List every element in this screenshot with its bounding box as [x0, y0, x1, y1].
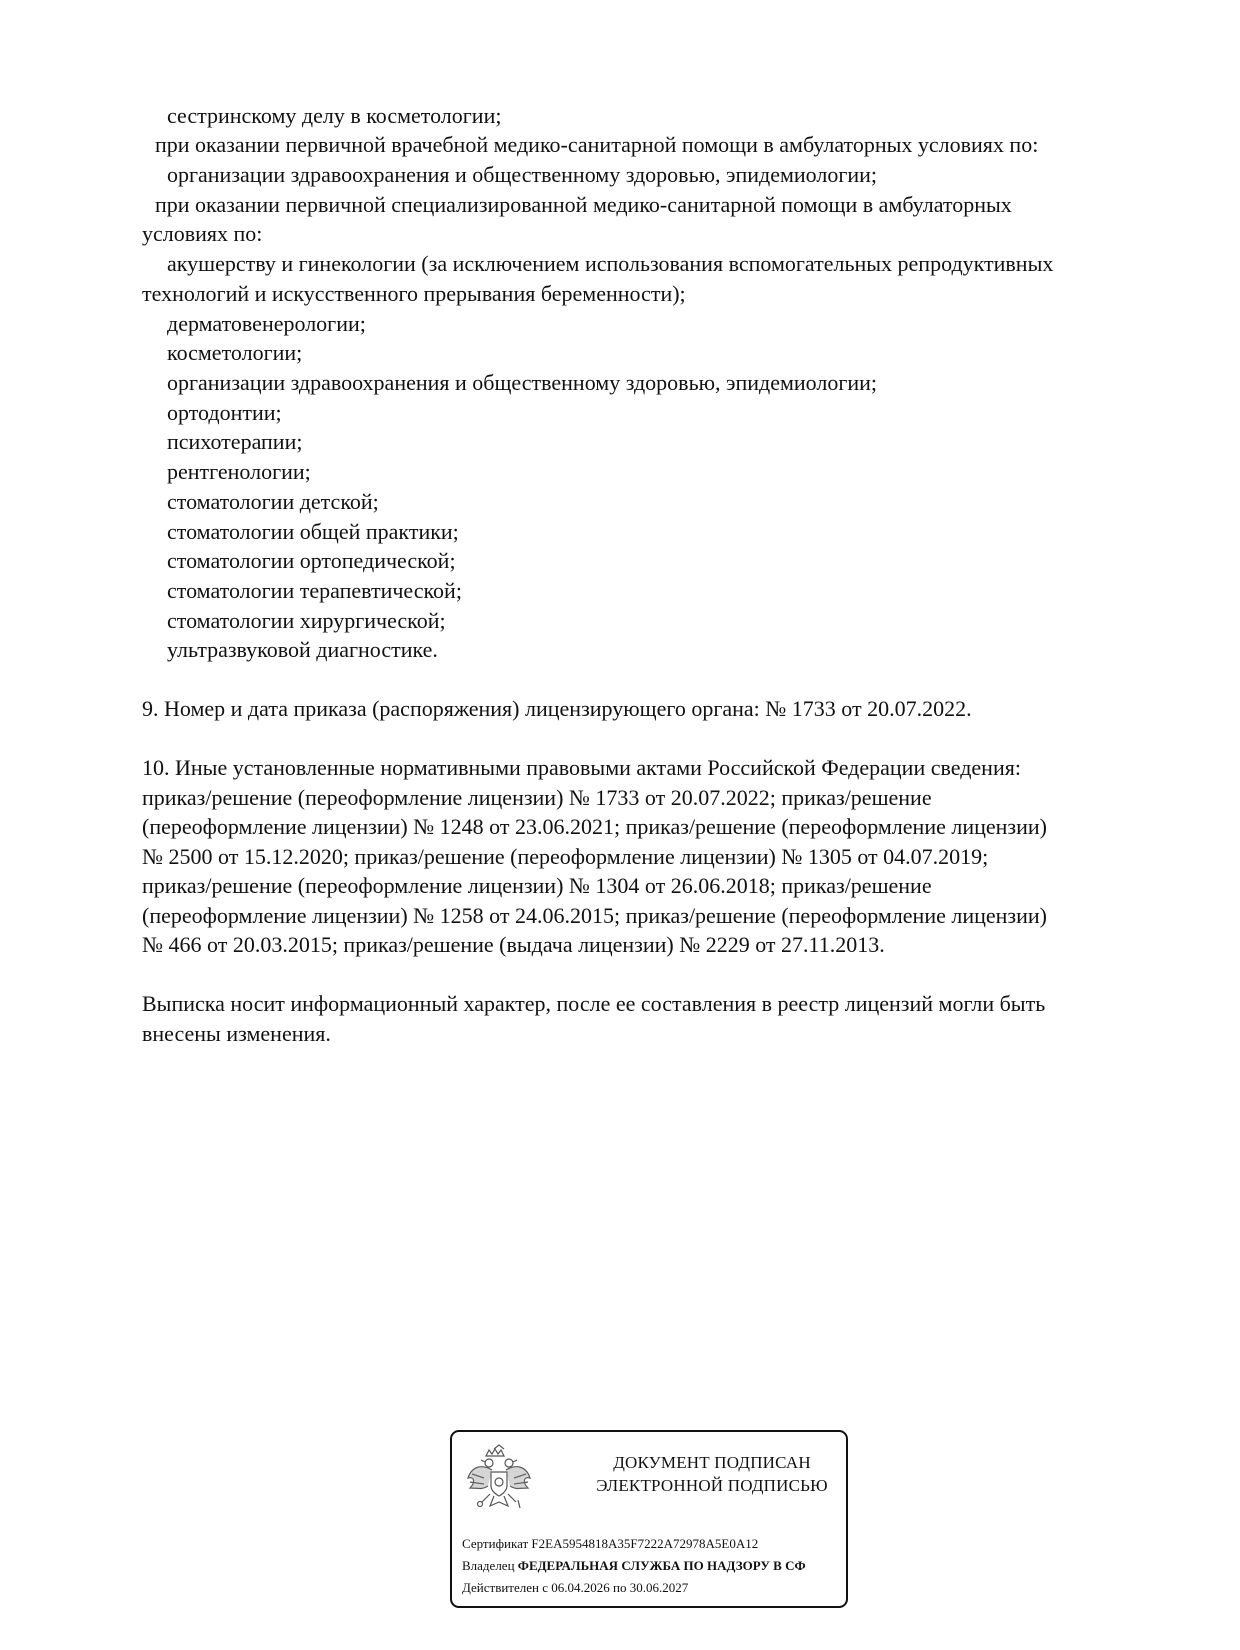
stamp-validity: Действителен с 06.04.2026 по 30.06.2027: [462, 1580, 689, 1595]
list-line: при оказании первичной врачебной медико-санитарной помощи в амбулаторных условиях по:: [155, 132, 1039, 157]
note-line: внесены изменения.: [142, 1021, 331, 1046]
list-line: стоматологии хирургической;: [167, 608, 446, 633]
section-10-line: (переоформление лицензии) № 1248 от 23.06.2021; приказ/решение (переоформление лицензии): [142, 814, 1047, 839]
list-line: рентгенологии;: [167, 459, 311, 484]
list-line: организации здравоохранения и общественному здоровью, эпидемиологии;: [167, 162, 878, 187]
stamp-title-line1: ДОКУМЕНТ ПОДПИСАН: [613, 1453, 811, 1472]
list-line: стоматологии ортопедической;: [167, 548, 456, 573]
section-10-line: приказ/решение (переоформление лицензии) № 1733 от 20.07.2022; приказ/решение: [142, 785, 932, 810]
list-line: дерматовенерологии;: [167, 311, 366, 336]
list-line: ультразвуковой диагностике.: [167, 637, 438, 662]
section-10-line: 10. Иные установленные нормативными правовыми актами Российской Федерации сведения:: [142, 755, 1021, 780]
list-line: стоматологии терапевтической;: [167, 578, 462, 603]
coat-of-arms-icon: [464, 1444, 534, 1520]
list-line: технологий и искусственного прерывания беременности);: [142, 281, 686, 306]
stamp-title-line2: ЭЛЕКТРОННОЙ ПОДПИСЬЮ: [596, 1476, 828, 1495]
section-10-line: приказ/решение (переоформление лицензии) № 1304 от 26.06.2018; приказ/решение: [142, 873, 932, 898]
list-line: косметологии;: [167, 340, 303, 365]
stamp-owner-label: Владелец: [462, 1558, 515, 1573]
list-line: условиях по:: [142, 221, 263, 246]
list-line: сестринскому делу в косметологии;: [167, 103, 502, 128]
list-line: акушерству и гинекологии (за исключением использования вспомогательных репродуктивных: [167, 251, 1054, 276]
list-line: организации здравоохранения и общественному здоровью, эпидемиологии;: [167, 370, 878, 395]
section-10-line: № 2500 от 15.12.2020; приказ/решение (переоформление лицензии) № 1305 от 04.07.2019;: [142, 844, 989, 869]
section-10-line: (переоформление лицензии) № 1258 от 24.06.2015; приказ/решение (переоформление лицензии): [142, 903, 1047, 928]
signature-stamp: [450, 1430, 848, 1608]
list-line: психотерапии;: [167, 429, 303, 454]
list-line: ортодонтии;: [167, 400, 282, 425]
stamp-owner: [462, 1558, 806, 1574]
section-10-line: № 466 от 20.03.2015; приказ/решение (выдача лицензии) № 2229 от 27.11.2013.: [142, 932, 885, 957]
note-line: Выписка носит информационный характер, после ее составления в реестр лицензий могли быть: [142, 991, 1046, 1016]
stamp-owner-value: ФЕДЕРАЛЬНАЯ СЛУЖБА ПО НАДЗОРУ В СФ: [517, 1558, 806, 1573]
list-line: стоматологии общей практики;: [167, 519, 459, 544]
stamp-certificate: Сертификат F2EA5954818A35F7222A72978A5E0A12: [462, 1536, 759, 1551]
list-line: при оказании первичной специализированной медико-санитарной помощи в амбулаторных: [155, 192, 1012, 217]
section-9: 9. Номер и дата приказа (распоряжения) лицензирующего органа: № 1733 от 20.07.2022.: [142, 696, 972, 721]
list-line: стоматологии детской;: [167, 489, 379, 514]
